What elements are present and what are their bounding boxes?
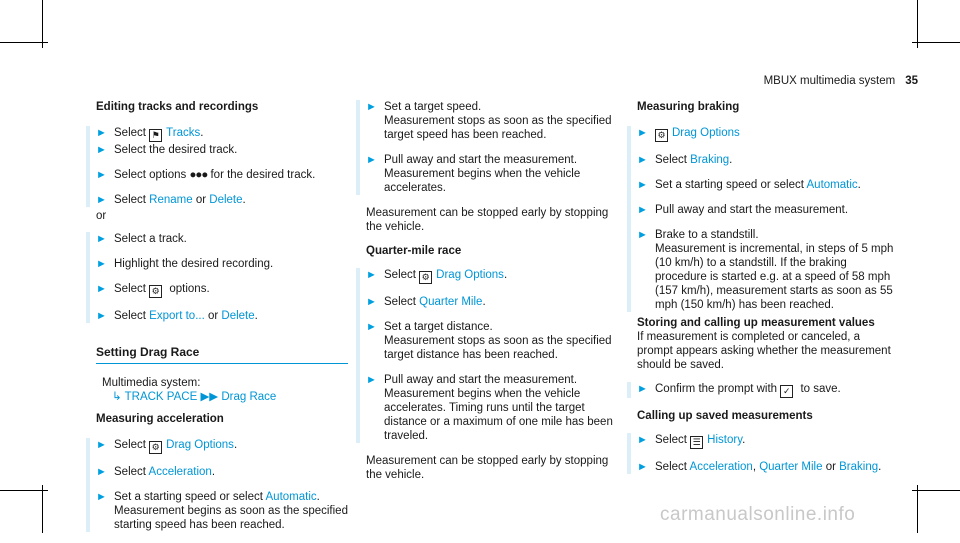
step: ► Pull away and start the measurement. Measurement begins when the vehicle accelerates. Timing runs until the target distance or a maximum of one mile has been traveled. [366,374,613,442]
step: ► Select ⚑ Tracks. [96,127,204,140]
arrow-icon: ► [96,144,107,156]
step: ► Select Rename or Delete. [96,194,246,206]
arrow-icon: ► [96,233,107,245]
step: ► Brake to a standstill. Measurement is incremental, in steps of 5 mph (10 km/h) to a standstill. If the braking procedure is started e.g. at a speed of 58 mph (157 km/h), measurement starts as soon as 55 mph (150 km/h) has been reached. [637,229,894,311]
paragraph: Measurement can be stopped early by stopping the vehicle. [366,455,609,481]
path [102,390,348,404]
step: ► Select ⚙ Drag Options. [96,439,238,452]
step: ► Highlight the desired recording. [96,258,274,270]
arrow-icon: ► [96,310,107,322]
paragraph: Measurement can be stopped early by stopping the vehicle. [366,207,609,233]
link-delete[interactable]: Delete [209,194,243,206]
step-group [86,438,348,532]
path-sep-icon: ▶▶ [197,391,222,403]
link-quarter-mile[interactable]: Quarter Mile [759,461,823,473]
link-drag-options[interactable]: Drag Options [672,127,740,139]
arrow-icon: ► [96,127,107,139]
column-right [637,100,899,485]
settings-icon: ⚙ [655,129,668,142]
link-history[interactable]: History [707,434,743,446]
arrow-icon: ► [96,194,107,206]
step-group [86,126,348,207]
step: ► Select Acceleration. [96,466,216,478]
arrow-icon: ► [637,204,648,216]
settings-icon: ⚙ [419,271,432,284]
path-track-pace: TRACK PACE [124,391,198,403]
link-automatic[interactable]: Automatic [265,491,317,503]
step: ► Select ⚙ Drag Options. [366,269,508,282]
step: ► Pull away and start the measurement. Measurement begins when the vehicle accelerates. [366,154,581,194]
step: ► Confirm the prompt with ✓ to save. [637,383,841,396]
arrow-icon: ► [637,179,648,191]
step: ► Set a starting speed or select Automatic. [637,179,861,191]
list-icon: ☰ [690,436,703,449]
link-drag-options[interactable]: Drag Options [166,439,234,451]
options-icon: ●●● [189,169,208,181]
heading-acceleration: Measuring acceleration [96,413,224,425]
link-acceleration[interactable]: Acceleration [689,461,753,473]
crop-mark [917,485,918,533]
step: ► Set a target distance. Measurement stops as soon as the specified target distance has been reached. [366,321,612,361]
crop-mark [917,0,918,48]
heading-braking: Measuring braking [637,101,740,113]
step-group [627,126,899,312]
path-label: Multimedia system: [102,377,201,389]
crop-mark [42,0,43,48]
paragraph: If measurement is completed or canceled, a prompt appears asking whether the measurement should be saved. [637,331,891,371]
step [637,126,899,142]
step: ► Select ☰ History. [637,434,746,447]
menu-path [96,376,348,404]
arrow-icon: ► [366,101,377,113]
heading-calling-up: Calling up saved measurements [637,410,813,422]
crop-mark [0,490,48,491]
link-quarter-mile[interactable]: Quarter Mile [419,296,483,308]
or-text: or [96,210,107,222]
heading-quarter-mile: Quarter-mile race [366,245,462,257]
arrow-icon: ► [637,127,648,139]
step: ► Pull away and start the measurement. [637,204,849,216]
step: ► Select a track. [96,233,187,245]
step: ► Select Export to... or Delete. [96,310,258,322]
step: ► Set a target speed. Measurement stops as soon as the specified target speed has been reached. [366,101,612,141]
link-braking[interactable]: Braking [839,461,879,473]
link-acceleration[interactable]: Acceleration [148,466,212,478]
arrow-icon: ► [366,374,377,386]
step: ► Set a starting speed or select Automatic. Measurement begins as soon as the specified starting speed has been reached. [96,491,348,531]
watermark: carmanualsonline.info [660,504,856,525]
column-left [96,100,348,543]
crop-mark [912,42,960,43]
arrow-icon: ► [637,461,648,473]
step: ► Select Quarter Mile. [366,296,486,308]
step-group [356,268,620,443]
arrow-icon: ► [366,269,377,281]
arrow-icon: ► [96,439,107,451]
header-title: MBUX multimedia system [763,75,896,87]
step-group [356,100,620,195]
link-tracks[interactable]: Tracks [166,127,201,139]
arrow-icon: ► [366,154,377,166]
link-braking[interactable]: Braking [690,154,730,166]
arrow-icon: ► [637,383,648,395]
route-icon: ⚑ [149,129,162,142]
settings-icon: ⚙ [149,441,162,454]
link-rename[interactable]: Rename [149,194,193,206]
step: ► Select options ●●● for the desired track. [96,169,316,181]
arrow-icon: ► [637,154,648,166]
arrow-icon: ► [96,169,107,181]
checkmark-icon: ✓ [780,385,793,398]
link-automatic[interactable]: Automatic [806,179,858,191]
path-arrow-icon: ↳ [112,391,125,403]
section-title: Setting Drag Race [96,345,348,364]
step: ► Select the desired track. [96,144,238,156]
arrow-icon: ► [96,466,107,478]
step: ► Select Acceleration, Quarter Mile or Braking. [637,461,882,473]
crop-mark [42,485,43,533]
link-drag-options[interactable]: Drag Options [436,269,504,281]
heading-storing: Storing and calling up measurement values [637,317,875,329]
page-number: 35 [905,75,918,87]
crop-mark [0,42,48,43]
arrow-icon: ► [637,434,648,446]
step-group [627,433,899,474]
link-export[interactable]: Export to... [149,310,205,322]
arrow-icon: ► [366,296,377,308]
arrow-icon: ► [637,229,648,241]
arrow-icon: ► [96,491,107,503]
heading-editing-tracks: Editing tracks and recordings [96,101,259,113]
arrow-icon: ► [96,283,107,295]
crop-mark [912,490,960,491]
path-drag-race: Drag Race [221,391,277,403]
settings-icon: ⚙ [149,285,162,298]
arrow-icon: ► [366,321,377,333]
column-middle [366,100,620,492]
step: ► Select Braking. [637,154,733,166]
step-group [86,232,348,323]
step-group [627,382,899,398]
running-header [764,74,918,88]
arrow-icon: ► [96,258,107,270]
link-delete[interactable]: Delete [221,310,255,322]
step: ► Select ⚙ options. [96,283,210,296]
